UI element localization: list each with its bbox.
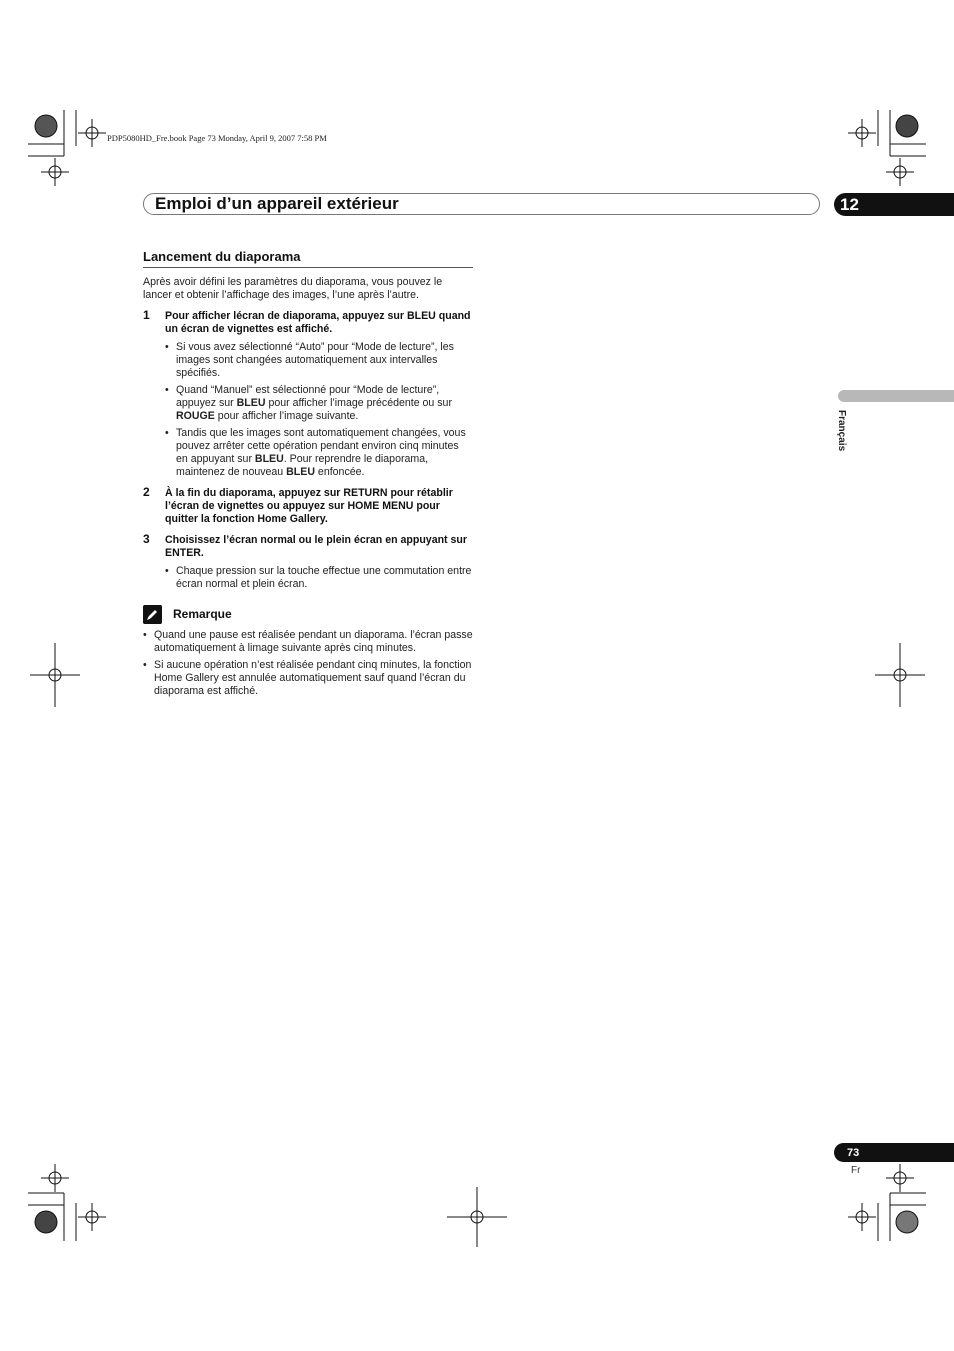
list-item: • Quand une pause est réalisée pendant un diaporama. l’écran passe automatiquement à limage suivante après cinq minutes.	[143, 629, 473, 655]
pencil-note-icon	[143, 605, 162, 624]
section-intro: Après avoir défini les paramètres du diaporama, vous pouvez le lancer et obtenir l’affichage des images, l’une après l’autre.	[143, 276, 443, 301]
print-info: PDP5080HD_Fre.book Page 73 Monday, April 9, 2007 7:58 PM	[107, 133, 327, 143]
step-3	[143, 534, 473, 560]
language-label: Français	[836, 410, 847, 452]
note-title: Remarque	[173, 607, 232, 621]
step-text: Choisissez l’écran normal ou le plein écran en appuyant sur ENTER.	[165, 534, 468, 559]
list-item: • Si vous avez sélectionné “Auto” pour “Mode de lecture”, les images sont changées automatiquement aux intervalles spécifiés.	[143, 341, 473, 380]
note-header	[143, 605, 473, 625]
step-text: À la fin du diaporama, appuyez sur RETURN pour rétablir l’écran de vignettes ou appuyez sur HOME MENU pour quitter la fonction Home Gallery.	[165, 487, 453, 525]
step-text: Pour afficher lécran de diaporama, appuyez sur BLEU quand un écran de vignettes est affiché.	[165, 310, 471, 335]
step-3-bullets	[143, 565, 473, 591]
step-number: 2	[143, 485, 150, 499]
list-item: • Quand “Manuel” est sélectionné pour “Mode de lecture”, appuyez sur BLEU pour afficher l’image précédente ou sur ROUGE pour afficher l’image suivante.	[143, 384, 473, 423]
step-number: 1	[143, 308, 150, 322]
step-1	[143, 310, 473, 336]
list-item: • Chaque pression sur la touche effectue une commutation entre écran normal et plein écran.	[143, 565, 473, 591]
step-number: 3	[143, 532, 150, 546]
step-1-bullets	[143, 341, 473, 479]
chapter-number: 12	[840, 195, 859, 214]
chapter-title: Emploi d’un appareil extérieur	[155, 194, 399, 213]
main-column	[143, 250, 473, 702]
language-tab	[838, 390, 954, 402]
note-list	[143, 629, 473, 698]
page-language: Fr	[851, 1165, 861, 1176]
list-item: • Tandis que les images sont automatiquement changées, vous pouvez arrêter cette opération pendant environ cinq minutes en appuyant sur BLEU. Pour reprendre le diaporama, maintenez de nouveau BLEU enfoncée.	[143, 427, 473, 479]
section-title: Lancement du diaporama	[143, 250, 473, 268]
list-item: • Si aucune opération n’est réalisée pendant cinq minutes, la fonction Home Gallery est annulée automatiquement sauf quand l’écran du diaporama est affiché.	[143, 659, 473, 698]
page-number: 73	[847, 1147, 860, 1159]
step-2	[143, 487, 473, 526]
